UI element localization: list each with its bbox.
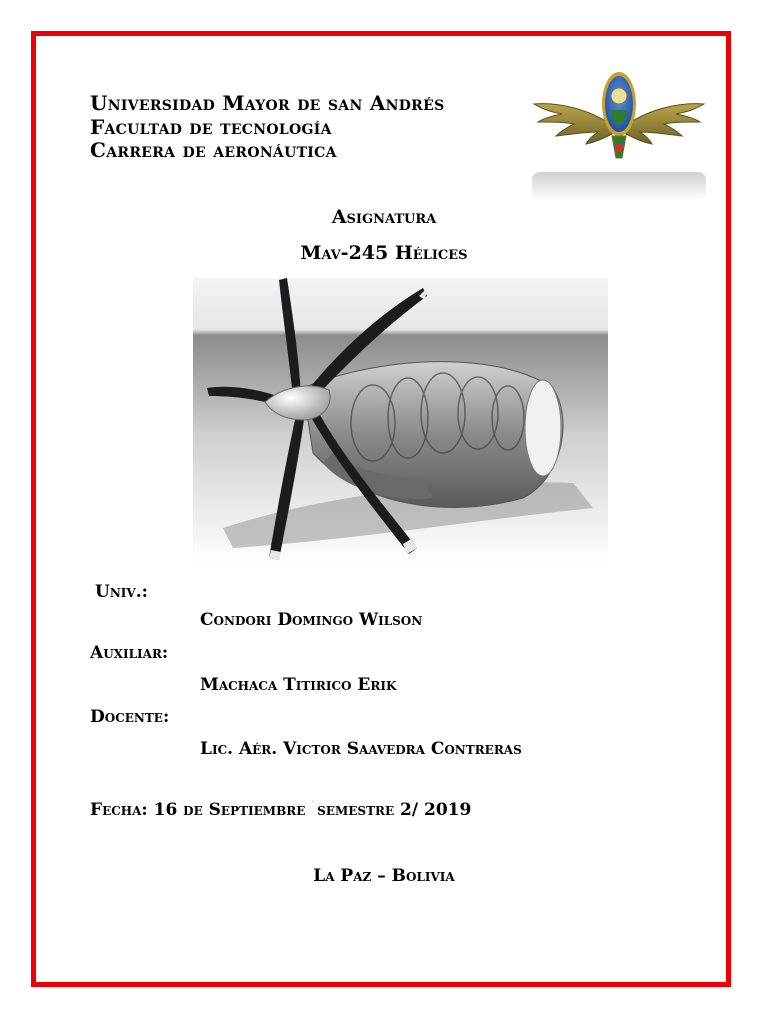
institution-header	[90, 92, 445, 163]
student-label: Univ.:	[95, 582, 148, 602]
location: La Paz – Bolivia	[313, 866, 455, 886]
assistant-label: Auxiliar:	[90, 643, 169, 663]
course-title: Mav-245 Hélices	[300, 242, 468, 264]
subject-heading: Asignatura	[331, 206, 437, 228]
assistant-name: Machaca Titirico Erik	[200, 675, 397, 695]
student-name: Condori Domingo Wilson	[200, 610, 423, 630]
date-line: Fecha: 16 de Septiembre semestre 2/ 2019	[90, 800, 472, 820]
university-name: Universidad Mayor de san Andrés	[90, 91, 445, 115]
propeller-engine-image	[193, 278, 608, 564]
university-logo	[530, 66, 708, 201]
teacher-label: Docente:	[90, 707, 170, 727]
career-name: Carrera de aeronáutica	[90, 138, 337, 162]
faculty-name: Facultad de tecnología	[90, 114, 332, 139]
teacher-name: Lic. Aér. Victor Saavedra Contreras	[200, 739, 522, 759]
